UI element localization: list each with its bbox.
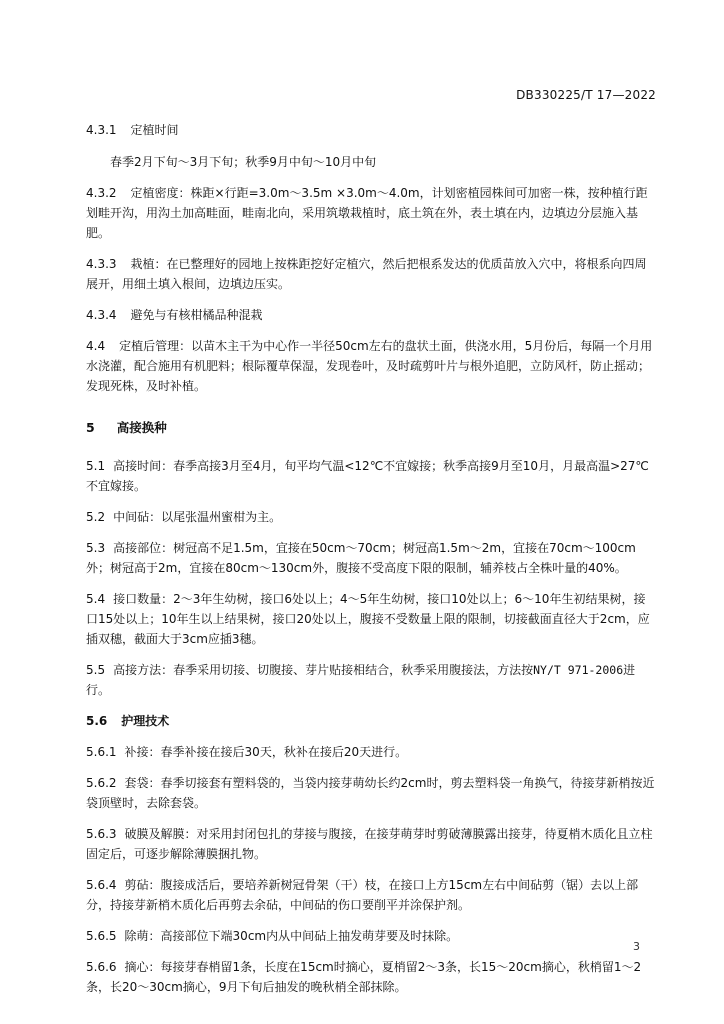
clause-4-3-1-body: 春季2月下旬～3月下旬；秋季9月中旬～10月中旬 — [110, 155, 377, 169]
clause-5-2: 5.2 中间砧：以尾张温州蜜柑为主。 — [86, 510, 282, 524]
clause-4-3-3: 4.3.3 栽植：在已整理好的园地上按株距挖好定植穴，然后把根系发达的优质苗放入穴中，将根系向四周展开，用细土填入根间，边填边压实。 — [86, 257, 647, 291]
clause-5-5: 5.5 高接方法：春季采用切接、切腹接、芽片贴接相结合，秋季采用腹接法，方法按NY/T 971-2006进行。 — [86, 663, 636, 697]
clause-5-6-5: 5.6.5 除萌：高接部位下端30cm内从中间砧上抽发萌芽要及时抹除。 — [86, 929, 459, 943]
clause-4-3-2: 4.3.2 定植密度：株距×行距=3.0m～3.5m ×3.0m～4.0m，计划密植园株间可加密一株，按种植行距划畦开沟，用沟土加高畦面，畦南北向，采用筑墩栽植时，底土筑在外，表土填在内，边填边分层施入基肥。 — [86, 186, 648, 240]
clause-5-1: 5.1 高接时间：春季高接3月至4月，旬平均气温<12℃不宜嫁接；秋季高接9月至10月，月最高温>27℃不宜嫁接。 — [86, 459, 649, 493]
clause-5-6-6: 5.6.6 摘心：每接芽春梢留1条，长度在15cm时摘心，夏梢留2～3条，长15～20cm摘心，秋梢留1～2条，长20～30cm摘心，9月下旬后抽发的晚秋梢全部抹除。 — [86, 960, 642, 994]
document-code: DB330225/T 17—2022 — [516, 88, 656, 102]
clause-4-4: 4.4 定植后管理：以苗木主干为中心作一半径50cm左右的盘状土面，供浇水用，5月份后，每隔一个月用水浇灌，配合施用有机肥料；根际覆草保湿，发现卷叶，及时疏剪叶片与根外追肥，立防风杆，防止摇动；发现死株，及时补植。 — [86, 339, 653, 393]
document-body — [86, 114, 656, 997]
page-number: 3 — [633, 940, 640, 953]
clause-5-6-3: 5.6.3 破膜及解膜：对采用封闭包扎的芽接与腹接，在接芽萌芽时剪破薄膜露出接芽，待夏梢木质化且立柱固定后，可逐步解除薄膜捆扎物。 — [86, 827, 653, 861]
clause-5-6-1: 5.6.1 补接：春季补接在接后30天，秋补在接后20天进行。 — [86, 745, 408, 759]
clause-5-6-4: 5.6.4 剪砧：腹接成活后，要培养新树冠骨架（干）枝，在接口上方15cm左右中间砧剪（锯）去以上部分，持接芽新梢木质化后再剪去余砧，中间砧的伤口要削平并涂保护剂。 — [86, 878, 639, 912]
section-5-heading: 5 高接换种 — [86, 420, 167, 435]
clause-5-4: 5.4 接口数量：2～3年生幼树，接口6处以上；4～5年生幼树，接口10处以上；6～10年生初结果树，接口15处以上；10年生以上结果树，接口20处以上，腹接不受数量上限的限制，切接截面直径大于2cm，应插双穗，截面大于3cm应插3穗。 — [86, 592, 650, 646]
clause-5-6: 5.6 护理技术 — [86, 714, 170, 728]
standard-reference: NY/T 971-2006 — [533, 663, 624, 677]
clause-5-6-2: 5.6.2 套袋：春季切接套有塑料袋的，当袋内接芽萌幼长约2cm时，剪去塑料袋一角换气，待接芽新梢按近袋顶壁时，去除套袋。 — [86, 776, 655, 810]
clause-5-3: 5.3 高接部位：树冠高不足1.5m，宜接在50cm～70cm；树冠高1.5m～2m，宜接在70cm～100cm外；树冠高于2m，宜接在80cm～130cm外，腹接不受高度下限的限制，辅养枝占全株叶量的40%。 — [86, 541, 636, 575]
clause-4-3-1: 4.3.1 定植时间 — [86, 123, 179, 137]
clause-4-3-4: 4.3.4 避免与有核柑橘品种混栽 — [86, 308, 263, 322]
